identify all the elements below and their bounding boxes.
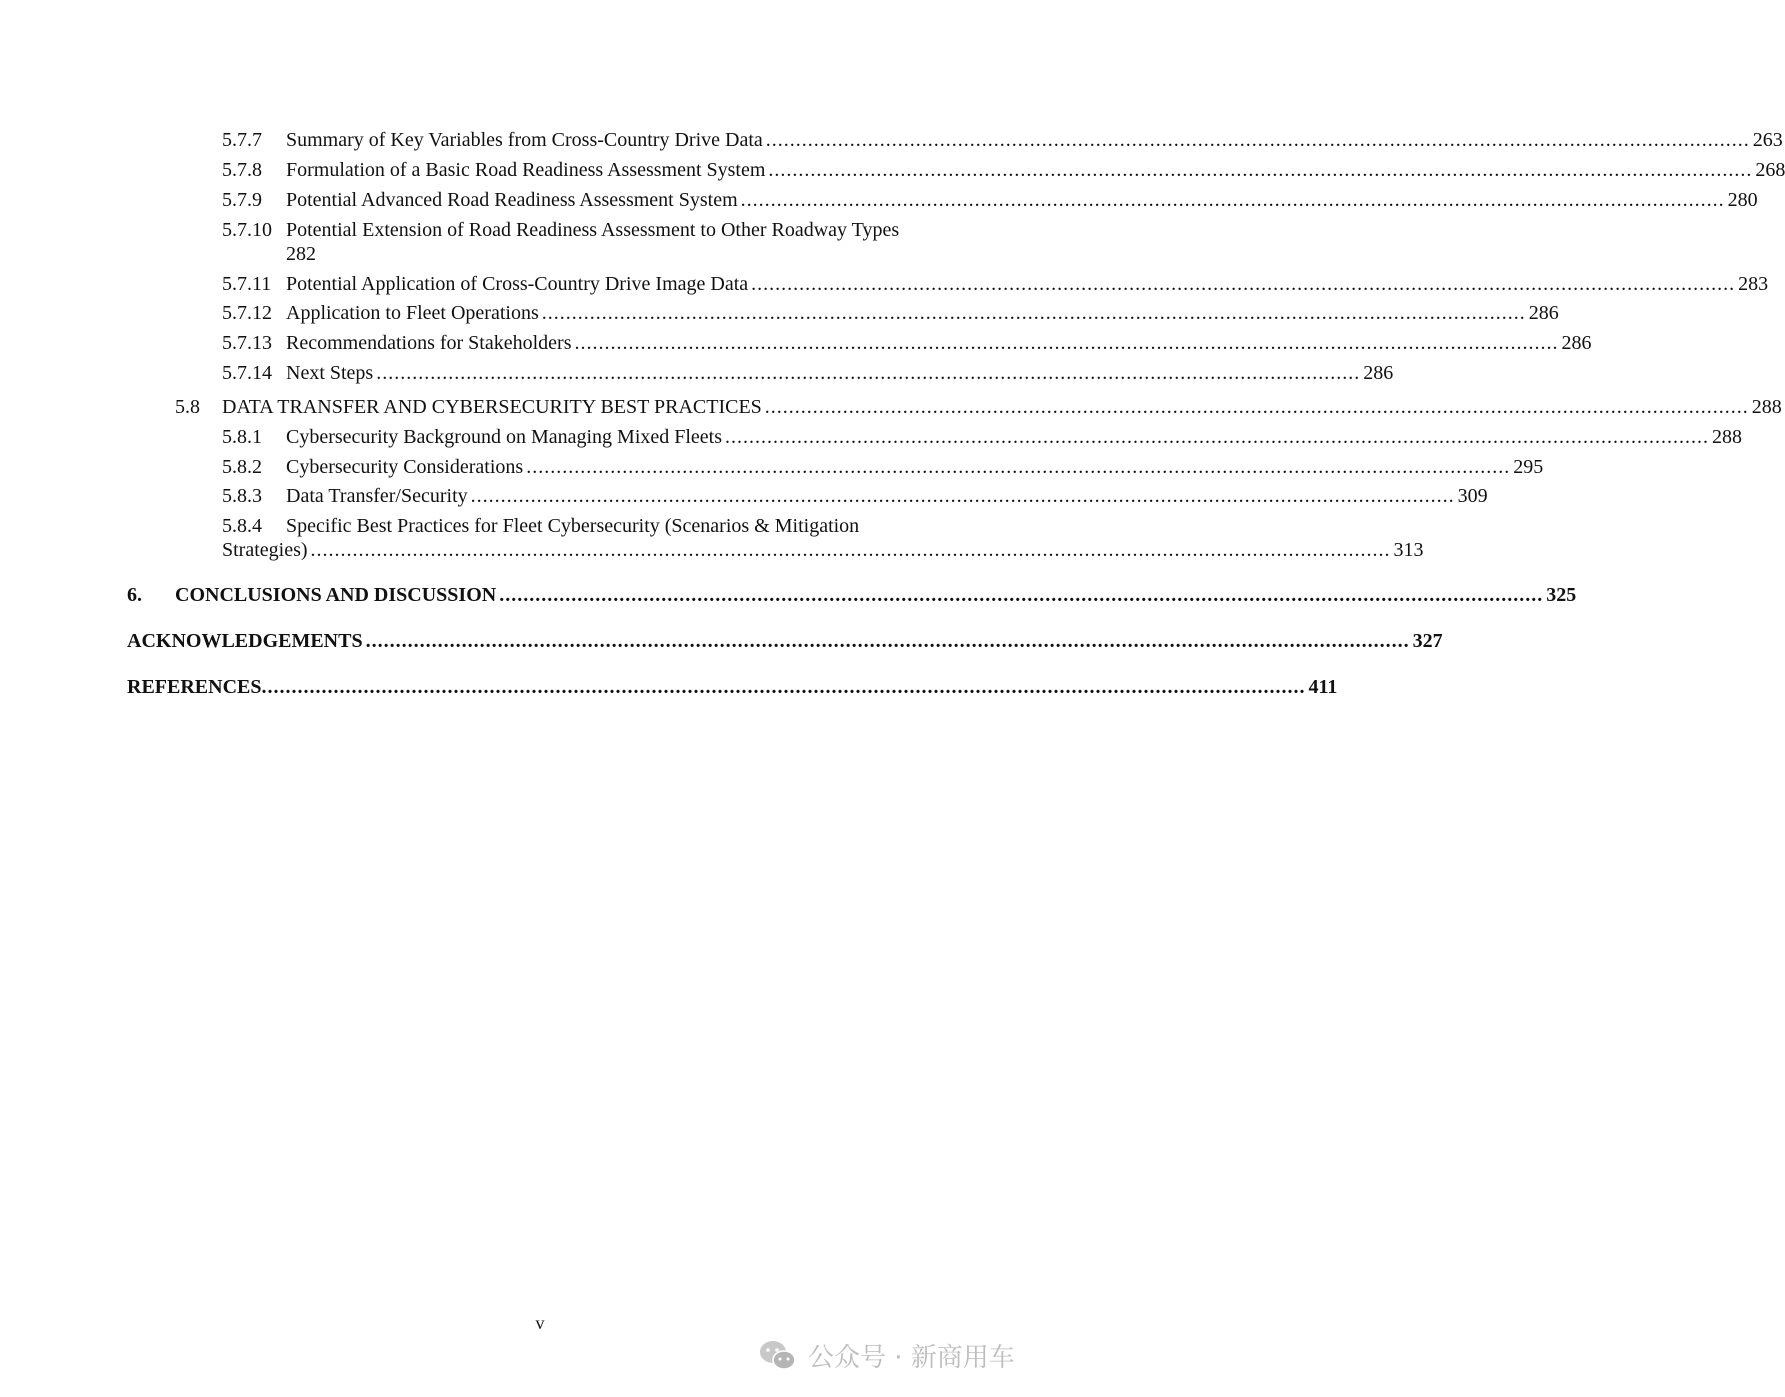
toc-leader-dots: ....................................................................................................................................................................: [768, 159, 1753, 181]
toc-entry: [222, 361, 1394, 385]
watermark-text: 公众号 · 新商用车: [808, 1343, 1015, 1373]
toc-leader-dots: ..............................................................................................................................................................................: [261, 676, 1306, 698]
toc-entry-title: Formulation of a Basic Road Readiness Assessment System: [286, 159, 766, 181]
toc-leader-dots: ....................................................................................................................................................................: [376, 362, 1361, 384]
toc-leader-dots: ....................................................................................................................................................................................: [310, 539, 1391, 561]
toc-entry: [222, 158, 1785, 182]
toc-entry-title: Potential Extension of Road Readiness Assessment to Other Roadway Types: [286, 219, 900, 241]
toc-leader-dots: ....................................................................................................................................................................: [541, 302, 1526, 324]
toc-entry-page: 263: [1752, 129, 1783, 151]
toc-entry-number: 5.7.11: [222, 273, 272, 295]
toc-leader-dots: ..............................................................................................................................................................................: [499, 584, 1544, 606]
toc-entry-page: 288: [1751, 396, 1782, 418]
toc-entry-title: ACKNOWLEDGEMENTS: [127, 630, 363, 652]
toc-entry-page: 327: [1412, 630, 1443, 652]
toc-entry-title: Potential Advanced Road Readiness Assessment System: [286, 189, 738, 211]
toc-entry-title: Potential Application of Cross-Country Drive Image Data: [286, 273, 749, 295]
toc-entry-title: DATA TRANSFER AND CYBERSECURITY BEST PRACTICES: [222, 396, 762, 418]
toc-entry-title: Specific Best Practices for Fleet Cybersecurity (Scenarios & Mitigation: [286, 515, 860, 537]
toc-entry: [222, 455, 1544, 479]
toc-entry-page: 295: [1513, 456, 1544, 478]
toc-leader-dots: ....................................................................................................................................................................: [764, 396, 1749, 418]
toc-entry-number: 5.8: [175, 396, 200, 418]
toc-entry-page: 280: [1727, 189, 1758, 211]
toc-entry: [127, 583, 1577, 607]
toc-entry: [222, 331, 1592, 355]
toc-entry-number: 6.: [127, 584, 142, 606]
toc-entry-number: 5.7.14: [222, 362, 272, 384]
toc-entry-page: 288: [1712, 426, 1743, 448]
toc-entry-title: Summary of Key Variables from Cross-Country Drive Data: [286, 129, 763, 151]
wechat-icon: [758, 1339, 798, 1373]
toc-leader-dots: ....................................................................................................................................................................: [470, 485, 1455, 507]
toc-entry-page: 282: [286, 243, 316, 265]
toc-leader-dots: ....................................................................................................................................................................: [740, 189, 1725, 211]
toc-leader-dots: ....................................................................................................................................................................: [751, 273, 1736, 295]
toc-entry-page: 268: [1755, 159, 1785, 181]
toc-entry-title: Application to Fleet Operations: [286, 302, 539, 324]
toc-entry: [222, 484, 1488, 508]
toc-entry: [222, 128, 1783, 152]
toc-entry: [222, 218, 952, 266]
toc-entry-page: 283: [1738, 273, 1769, 295]
toc-entry: [222, 272, 1769, 296]
toc-entry: [175, 395, 1782, 419]
toc-leader-dots: ..............................................................................................................................................................................: [365, 630, 1410, 652]
toc-entry-title: Next Steps: [286, 362, 374, 384]
toc-entry-title: Data Transfer/Security: [286, 485, 468, 507]
toc-entry-page: 309: [1457, 485, 1488, 507]
toc-leader-dots: ....................................................................................................................................................................: [725, 426, 1710, 448]
toc-entry-title-continued: Strategies): [222, 539, 308, 561]
toc-entry-number: 5.8.2: [222, 456, 262, 478]
toc-leader-dots: ....................................................................................................................................................................: [765, 129, 1750, 151]
toc-entry: [222, 301, 1559, 325]
toc-entry-title: Cybersecurity Considerations: [286, 456, 524, 478]
toc-entry: [222, 425, 1743, 449]
toc-entry-page: 286: [1363, 362, 1394, 384]
watermark: [758, 1337, 1015, 1374]
toc-entry-number: 5.7.7: [222, 129, 262, 151]
toc-entry-page: 411: [1308, 676, 1338, 698]
toc-entry-number: 5.7.9: [222, 189, 262, 211]
toc-leader-dots: ....................................................................................................................................................................: [526, 456, 1511, 478]
toc-entry-page: 313: [1393, 539, 1424, 561]
toc-entry-number: 5.8.1: [222, 426, 262, 448]
toc-entry-number: 5.8.3: [222, 485, 262, 507]
toc-entry: [127, 629, 1443, 653]
toc-entry: [222, 188, 1758, 212]
page-number: v: [535, 1313, 545, 1333]
toc-entry-number: 5.7.10: [222, 219, 272, 241]
toc-entry: [222, 514, 1424, 562]
toc-entry-title: Recommendations for Stakeholders: [286, 332, 572, 354]
toc-entry: [127, 675, 1338, 699]
toc-entry-number: 5.7.8: [222, 159, 262, 181]
toc-entry-number: 5.8.4: [222, 515, 262, 537]
toc-entry-number: 5.7.12: [222, 302, 272, 324]
toc-entry-title: CONCLUSIONS AND DISCUSSION: [175, 584, 497, 606]
toc-entry-title: Cybersecurity Background on Managing Mixed Fleets: [286, 426, 723, 448]
toc-entry-page: 286: [1528, 302, 1559, 324]
toc-leader-dots: ....................................................................................................................................................................: [574, 332, 1559, 354]
toc-entry-title: REFERENCES: [127, 676, 262, 698]
toc-entry-number: 5.7.13: [222, 332, 272, 354]
toc-entry-page: 325: [1546, 584, 1577, 606]
toc-entry-page: 286: [1561, 332, 1592, 354]
